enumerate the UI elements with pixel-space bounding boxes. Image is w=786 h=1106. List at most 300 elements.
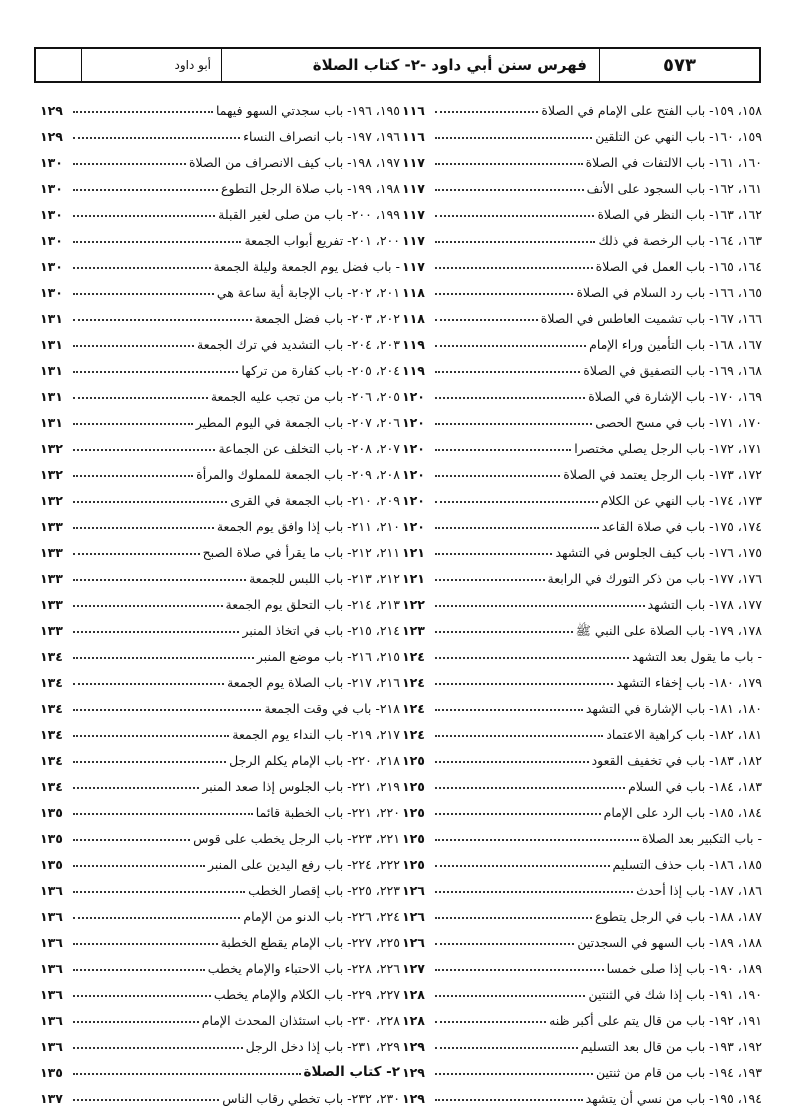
entry-page-number: ١٣٠ bbox=[40, 258, 63, 274]
entry-title: ٢٠٠، ٢٠١- تفريع أبواب الجمعة bbox=[244, 232, 400, 248]
entry-title: ١٩١، ١٩٢- باب من قال يتم على أكبر ظنه bbox=[549, 1012, 762, 1028]
index-entry bbox=[40, 872, 400, 898]
index-entry bbox=[402, 274, 762, 300]
entry-page-number: ١٣٣ bbox=[40, 622, 63, 638]
dot-leader bbox=[435, 813, 601, 815]
entry-title: ١٧٤، ١٧٥- باب في صلاة القاعد bbox=[601, 518, 762, 534]
index-entry bbox=[402, 118, 762, 144]
index-entry bbox=[402, 1054, 762, 1080]
dot-leader bbox=[435, 1099, 583, 1101]
entry-page-number: ١٢٠ bbox=[402, 492, 425, 508]
index-entry bbox=[402, 378, 762, 404]
index-entry bbox=[40, 612, 400, 638]
entry-page-number: ١٣٤ bbox=[40, 778, 63, 794]
entry-page-number: ١٢١ bbox=[402, 544, 425, 560]
entry-title: ٢١٩، ٢٢١- باب الجلوس إذا صعد المنبر bbox=[202, 778, 400, 794]
index-entry bbox=[40, 742, 400, 768]
dot-leader bbox=[435, 891, 633, 893]
entry-title: ١٩٨، ١٩٩- باب صلاة الرجل التطوع bbox=[220, 180, 400, 196]
entry-title: ٢٠٨، ٢٠٩- باب الجمعة للمملوك والمرأة bbox=[196, 466, 400, 482]
entry-page-number: ١٢٠ bbox=[402, 440, 425, 456]
index-entry bbox=[40, 430, 400, 456]
index-entry bbox=[402, 768, 762, 794]
dot-leader bbox=[435, 1021, 546, 1023]
dot-leader bbox=[435, 969, 604, 971]
index-entry bbox=[402, 794, 762, 820]
index-entry bbox=[402, 326, 762, 352]
entry-page-number: ١٣٦ bbox=[40, 960, 63, 976]
dot-leader bbox=[435, 761, 589, 763]
entry-page-number: ١٣٦ bbox=[40, 986, 63, 1002]
entry-page-number: ١٢٩ bbox=[402, 1064, 425, 1080]
dot-leader bbox=[435, 423, 592, 425]
entry-title: ٢٢٢، ٢٢٤- باب رفع اليدين على المنبر bbox=[208, 856, 400, 872]
dot-leader bbox=[435, 865, 610, 867]
entry-title: ٢١٧، ٢١٩- باب النداء يوم الجمعة bbox=[232, 726, 400, 742]
dot-leader bbox=[435, 293, 573, 295]
entry-page-number: ١١٧ bbox=[402, 206, 425, 222]
dot-leader bbox=[435, 917, 592, 919]
index-entry bbox=[402, 404, 762, 430]
entry-title: ١٦٣، ١٦٤- باب الرخصة في ذلك bbox=[598, 232, 762, 248]
index-entry bbox=[40, 456, 400, 482]
page-header bbox=[34, 47, 761, 83]
entry-page-number: ١٣٣ bbox=[40, 570, 63, 586]
dot-leader bbox=[73, 111, 213, 113]
entry-title: ١٨٢، ١٨٣- باب في تخفيف القعود bbox=[591, 752, 762, 768]
entry-title: ١٧٥، ١٧٦- باب كيف الجلوس في التشهد bbox=[555, 544, 762, 560]
entry-page-number: ١٢٦ bbox=[402, 882, 425, 898]
dot-leader bbox=[73, 189, 218, 191]
index-entry bbox=[40, 508, 400, 534]
index-column-right bbox=[402, 92, 762, 1106]
dot-leader bbox=[435, 553, 552, 555]
entry-title: ١٦٨، ١٦٩- باب التصفيق في الصلاة bbox=[583, 362, 762, 378]
dot-leader bbox=[73, 475, 193, 477]
entry-page-number: ١٢٦ bbox=[402, 908, 425, 924]
index-entry bbox=[402, 560, 762, 586]
entry-title: ٢٠٣، ٢٠٤- باب التشديد في ترك الجمعة bbox=[197, 336, 400, 352]
index-entry bbox=[40, 1028, 400, 1054]
dot-leader bbox=[73, 501, 227, 503]
index-entry bbox=[402, 820, 762, 846]
index-entry bbox=[40, 716, 400, 742]
entry-title: ١٧١، ١٧٢- باب الرجل يصلي مختصرا bbox=[574, 440, 762, 456]
entry-page-number: ١٣٦ bbox=[40, 1012, 63, 1028]
dot-leader bbox=[73, 241, 241, 243]
entry-title: ٢١٠، ٢١١- باب إذا وافق يوم الجمعة bbox=[216, 518, 400, 534]
header-book-name: أبو داود bbox=[81, 49, 221, 81]
index-entry bbox=[40, 352, 400, 378]
dot-leader bbox=[73, 865, 205, 867]
dot-leader bbox=[435, 735, 603, 737]
entry-title: ٢٢٠، ٢٢١- باب الخطبة قائما bbox=[255, 804, 400, 820]
index-entry bbox=[40, 664, 400, 690]
entry-page-number: ١٣٤ bbox=[40, 752, 63, 768]
entry-title: ٢٠١، ٢٠٢- باب الإجابة أية ساعة هي bbox=[216, 284, 400, 300]
entry-title: ٢١٨، ٢٢٠- باب الإمام يكلم الرجل bbox=[229, 752, 400, 768]
index-entry bbox=[402, 170, 762, 196]
entry-page-number: ١٢٥ bbox=[402, 856, 425, 872]
dot-leader bbox=[73, 605, 223, 607]
entry-page-number: ١١٩ bbox=[402, 336, 425, 352]
entry-page-number: ١٢٩ bbox=[402, 1038, 425, 1054]
entry-page-number: ١٣٤ bbox=[40, 700, 63, 716]
entry-title: ١٨٦، ١٨٧- باب إذا أحدث bbox=[636, 882, 762, 898]
index-entry bbox=[40, 1080, 400, 1106]
dot-leader bbox=[73, 527, 214, 529]
dot-leader bbox=[73, 995, 211, 997]
entry-title: ٢٢٦، ٢٢٨- باب الاحتباء والإمام يخطب bbox=[207, 960, 400, 976]
dot-leader bbox=[73, 1047, 243, 1049]
index-entry bbox=[40, 248, 400, 274]
index-entry bbox=[402, 586, 762, 612]
dot-leader bbox=[435, 631, 573, 633]
dot-leader bbox=[73, 423, 193, 425]
header-blank-cell bbox=[36, 49, 81, 81]
index-entry bbox=[40, 274, 400, 300]
index-entry bbox=[40, 820, 400, 846]
entry-title: ٢٢٧، ٢٢٩- باب الكلام والإمام يخطب bbox=[213, 986, 400, 1002]
entry-page-number: ١٣٢ bbox=[40, 492, 63, 508]
entry-title: ١٦٠، ١٦١- باب الالتفات في الصلاة bbox=[585, 154, 762, 170]
entry-title: ٢١٨- باب في وقت الجمعة bbox=[264, 700, 400, 716]
entry-title: ٢٢١، ٢٢٣- باب الرجل يخطب على قوس bbox=[193, 830, 400, 846]
entry-title: ٢٢٤، ٢٢٦- باب الدنو من الإمام bbox=[243, 908, 400, 924]
index-entry bbox=[402, 1080, 762, 1106]
index-entry bbox=[402, 976, 762, 1002]
entry-page-number: ١٣٣ bbox=[40, 544, 63, 560]
entry-page-number: ١٣٥ bbox=[40, 830, 63, 846]
entry-title: ١٨٧، ١٨٨- باب في الرجل يتطوع bbox=[595, 908, 762, 924]
entry-page-number: ١٣٥ bbox=[40, 804, 63, 820]
entry-page-number: ١٣٠ bbox=[40, 284, 63, 300]
dot-leader bbox=[73, 709, 261, 711]
entry-page-number: ١٣٤ bbox=[40, 648, 63, 664]
entry-page-number: ١٣١ bbox=[40, 336, 63, 352]
entry-page-number: ١٢١ bbox=[402, 570, 425, 586]
entry-page-number: ١٢٥ bbox=[402, 752, 425, 768]
dot-leader bbox=[73, 839, 190, 841]
entry-page-number: ١٢٤ bbox=[402, 700, 425, 716]
dot-leader bbox=[435, 657, 629, 659]
entry-page-number: ١٢٤ bbox=[402, 648, 425, 664]
index-entry bbox=[40, 976, 400, 1002]
entry-title: ٢١٢، ٢١٣- باب اللبس للجمعة bbox=[249, 570, 400, 586]
index-entry bbox=[40, 690, 400, 716]
index-entry bbox=[40, 170, 400, 196]
index-entry bbox=[402, 924, 762, 950]
entry-page-number: ١٣٠ bbox=[40, 232, 63, 248]
index-entry bbox=[402, 430, 762, 456]
dot-leader bbox=[435, 475, 560, 477]
dot-leader bbox=[73, 163, 186, 165]
index-entry bbox=[40, 404, 400, 430]
entry-page-number: ١٢٠ bbox=[402, 518, 425, 534]
entry-page-number: ١٣٠ bbox=[40, 206, 63, 222]
entry-page-number: ١٢٤ bbox=[402, 674, 425, 690]
index-entry bbox=[40, 326, 400, 352]
dot-leader bbox=[435, 501, 598, 503]
entry-page-number: ١٢٦ bbox=[402, 934, 425, 950]
entry-title: ١٩٤، ١٩٥- باب من نسي أن يتشهد bbox=[585, 1090, 762, 1106]
index-entry bbox=[402, 846, 762, 872]
dot-leader bbox=[435, 995, 585, 997]
dot-leader bbox=[435, 943, 574, 945]
entry-title: ١٩٦، ١٩٧- باب انصراف النساء bbox=[243, 128, 400, 144]
index-entry bbox=[40, 534, 400, 560]
entry-page-number: ١٣٥ bbox=[40, 856, 63, 872]
dot-leader bbox=[435, 787, 625, 789]
index-entry bbox=[402, 144, 762, 170]
header-title: فهرس سنن أبي داود -٢- كتاب الصلاة bbox=[221, 49, 599, 81]
entry-title: ١٨١، ١٨٢- باب كراهية الاعتماد bbox=[606, 726, 762, 742]
dot-leader bbox=[73, 787, 199, 789]
entry-title: ٢١١، ٢١٢- باب ما يقرأ في صلاة الصبح bbox=[202, 544, 400, 560]
entry-title: ٢٠٩، ٢١٠- باب الجمعة في القرى bbox=[230, 492, 400, 508]
index-entry bbox=[402, 690, 762, 716]
entry-title: ١٦١، ١٦٢- باب السجود على الأنف bbox=[586, 180, 762, 196]
dot-leader bbox=[73, 579, 246, 581]
index-entry bbox=[402, 950, 762, 976]
entry-title: ١٨٣، ١٨٤- باب في السلام bbox=[628, 778, 762, 794]
entry-title: ٢٠٤، ٢٠٥- باب كفارة من تركها bbox=[241, 362, 400, 378]
entry-title: ٢١٤، ٢١٥- باب في اتخاذ المنبر bbox=[242, 622, 400, 638]
entry-page-number: ١٢٥ bbox=[402, 778, 425, 794]
dot-leader bbox=[73, 813, 253, 815]
dot-leader bbox=[435, 683, 613, 685]
dot-leader bbox=[73, 371, 238, 373]
index-entry bbox=[40, 586, 400, 612]
entry-page-number: ١١٧ bbox=[402, 258, 425, 274]
dot-leader bbox=[435, 371, 580, 373]
dot-leader bbox=[435, 241, 595, 243]
entry-title: ٢١٣، ٢١٤- باب التحلق يوم الجمعة bbox=[225, 596, 400, 612]
index-entry bbox=[402, 482, 762, 508]
index-entry bbox=[402, 898, 762, 924]
entry-page-number: ١٢٤ bbox=[402, 726, 425, 742]
entry-page-number: ١٢٩ bbox=[402, 1090, 425, 1106]
dot-leader bbox=[73, 293, 214, 295]
entry-page-number: ١٣٠ bbox=[40, 180, 63, 196]
dot-leader bbox=[435, 345, 586, 347]
entry-title: ٢٢٣، ٢٢٥- باب إقصار الخطب bbox=[248, 882, 400, 898]
index-entry bbox=[40, 196, 400, 222]
index-entry bbox=[402, 716, 762, 742]
entry-page-number: ١٢٩ bbox=[40, 102, 63, 118]
entry-page-number: ١٣٠ bbox=[40, 154, 63, 170]
entry-page-number: ١٣٣ bbox=[40, 596, 63, 612]
entry-title: ٢٣٠، ٢٣٢- باب تخطي رقاب الناس bbox=[222, 1090, 400, 1106]
entry-page-number: ١٣١ bbox=[40, 414, 63, 430]
entry-title: ١٨٠، ١٨١- باب الإشارة في التشهد bbox=[585, 700, 762, 716]
index-entry bbox=[40, 768, 400, 794]
index-entry bbox=[402, 508, 762, 534]
index-entry bbox=[402, 222, 762, 248]
dot-leader bbox=[435, 1047, 578, 1049]
entry-page-number: ١١٩ bbox=[402, 362, 425, 378]
entry-title: - باب التكبير بعد الصلاة bbox=[641, 830, 762, 846]
dot-leader bbox=[435, 709, 583, 711]
entry-title: - باب ما يقول بعد التشهد bbox=[632, 648, 762, 664]
index-entry bbox=[40, 300, 400, 326]
index-entry bbox=[40, 378, 400, 404]
entry-page-number: ١١٧ bbox=[402, 180, 425, 196]
index-entry bbox=[40, 144, 400, 170]
entry-title: ١٩٢، ١٩٣- باب من قال بعد التسليم bbox=[580, 1038, 762, 1054]
entry-page-number: ١١٦ bbox=[402, 128, 425, 144]
index-entry bbox=[40, 1002, 400, 1028]
entry-page-number: ١٣٧ bbox=[40, 1090, 63, 1106]
entry-page-number: ١٢٠ bbox=[402, 414, 425, 430]
dot-leader bbox=[73, 215, 215, 217]
entry-page-number: ١٣٦ bbox=[40, 934, 63, 950]
entry-title: ١٧٣، ١٧٤- باب النهي عن الكلام bbox=[600, 492, 762, 508]
dot-leader bbox=[435, 111, 538, 113]
index-entry bbox=[402, 456, 762, 482]
entry-page-number: ١٣١ bbox=[40, 388, 63, 404]
entry-title: ١٧٢، ١٧٣- باب الرجل يعتمد في الصلاة bbox=[563, 466, 762, 482]
index-column-left bbox=[40, 92, 400, 1106]
dot-leader bbox=[73, 1099, 219, 1101]
index-entry bbox=[402, 612, 762, 638]
entry-title: ١٥٩، ١٦٠- باب النهي عن التلقين bbox=[595, 128, 762, 144]
entry-title: ١٥٨، ١٥٩- باب الفتح على الإمام في الصلاة bbox=[541, 102, 762, 118]
dot-leader bbox=[435, 449, 571, 451]
entry-page-number: ١٣٦ bbox=[40, 882, 63, 898]
entry-title: ٢٠٦، ٢٠٧- باب الجمعة في اليوم المطير bbox=[195, 414, 400, 430]
index-entry bbox=[40, 898, 400, 924]
entry-page-number: ١١٨ bbox=[402, 310, 425, 326]
dot-leader bbox=[73, 683, 224, 685]
entry-page-number: ١٢٢ bbox=[402, 596, 425, 612]
entry-page-number: ١٢٠ bbox=[402, 388, 425, 404]
dot-leader bbox=[73, 137, 240, 139]
entry-title: ١٧٩، ١٨٠- باب إخفاء التشهد bbox=[616, 674, 762, 690]
chapter-entry bbox=[40, 1054, 400, 1080]
index-entry bbox=[402, 1028, 762, 1054]
index-entry bbox=[402, 92, 762, 118]
index-entry bbox=[40, 794, 400, 820]
entry-title: ١٩٠، ١٩١- باب إذا شك في الثنتين bbox=[588, 986, 762, 1002]
entry-title: ١٨٤، ١٨٥- باب الرد على الإمام bbox=[603, 804, 762, 820]
entry-page-number: ١٢٠ bbox=[402, 466, 425, 482]
entry-title: ١٦٥، ١٦٦- باب رد السلام في الصلاة bbox=[576, 284, 762, 300]
entry-title: ١٩٥، ١٩٦- باب سجدتي السهو فيهما bbox=[216, 102, 400, 118]
entry-title: ١٨٨، ١٨٩- باب السهو في السجدتين bbox=[577, 934, 762, 950]
entry-page-number: ١٢٩ bbox=[40, 128, 63, 144]
index-entry bbox=[402, 872, 762, 898]
entry-title: ١٦٢، ١٦٣- باب النظر في الصلاة bbox=[597, 206, 762, 222]
entry-title: ١٦٦، ١٦٧- باب تشميت العاطس في الصلاة bbox=[540, 310, 762, 326]
entry-page-number: ١٣٤ bbox=[40, 674, 63, 690]
dot-leader bbox=[435, 397, 585, 399]
dot-leader bbox=[73, 1073, 301, 1075]
index-entry bbox=[402, 742, 762, 768]
entry-title: ١٦٩، ١٧٠- باب الإشارة في الصلاة bbox=[588, 388, 762, 404]
index-entry bbox=[402, 1002, 762, 1028]
dot-leader bbox=[73, 553, 200, 555]
index-entry bbox=[40, 638, 400, 664]
entry-title: ١٩٧، ١٩٨- باب كيف الانصراف من الصلاة bbox=[188, 154, 400, 170]
index-entry bbox=[402, 196, 762, 222]
page-number: ٥٧٣ bbox=[599, 49, 759, 81]
entry-title: ٢٠٥، ٢٠٦- باب من تجب عليه الجمعة bbox=[210, 388, 400, 404]
dot-leader bbox=[73, 917, 240, 919]
entry-title: ٢٠٢، ٢٠٣- باب فضل الجمعة bbox=[254, 310, 400, 326]
index-entry bbox=[40, 482, 400, 508]
index-entry bbox=[402, 352, 762, 378]
dot-leader bbox=[435, 605, 645, 607]
dot-leader bbox=[73, 657, 254, 659]
dot-leader bbox=[435, 267, 593, 269]
index-entry bbox=[402, 248, 762, 274]
entry-title: - باب فضل يوم الجمعة وليلة الجمعة bbox=[213, 258, 400, 274]
entry-page-number: ١٣١ bbox=[40, 362, 63, 378]
entry-page-number: ١١٨ bbox=[402, 284, 425, 300]
entry-title: ١٩٣، ١٩٤- باب من قام من ثنتين bbox=[595, 1064, 762, 1080]
entry-page-number: ١٣٦ bbox=[40, 1038, 63, 1054]
entry-page-number: ١١٦ bbox=[402, 102, 425, 118]
index-entry bbox=[40, 924, 400, 950]
entry-page-number: ١١٧ bbox=[402, 154, 425, 170]
entry-page-number: ١٣٣ bbox=[40, 518, 63, 534]
entry-page-number: ١٢٥ bbox=[402, 830, 425, 846]
dot-leader bbox=[73, 891, 245, 893]
entry-page-number: ١٣٢ bbox=[40, 466, 63, 482]
entry-title: ١٧٧، ١٧٨- باب التشهد bbox=[647, 596, 762, 612]
entry-title: ٢٢٨، ٢٣٠- باب استئذان المحدث الإمام bbox=[201, 1012, 400, 1028]
entry-title: ١٧٠، ١٧١- باب في مسح الحصى bbox=[595, 414, 762, 430]
dot-leader bbox=[73, 761, 226, 763]
dot-leader bbox=[73, 319, 252, 321]
index-entry bbox=[40, 846, 400, 872]
entry-page-number: ١٣٢ bbox=[40, 440, 63, 456]
entry-title: ٢٠٧، ٢٠٨- باب التخلف عن الجماعة bbox=[218, 440, 400, 456]
entry-page-number: ١٢٥ bbox=[402, 804, 425, 820]
entry-title: ١٧٦، ١٧٧- باب من ذكر التورك في الرابعة bbox=[547, 570, 762, 586]
dot-leader bbox=[73, 969, 205, 971]
entry-page-number: ١١٧ bbox=[402, 232, 425, 248]
dot-leader bbox=[73, 943, 218, 945]
dot-leader bbox=[435, 1073, 593, 1075]
index-entry bbox=[40, 118, 400, 144]
dot-leader bbox=[435, 579, 545, 581]
entry-page-number: ١٢٨ bbox=[402, 1012, 425, 1028]
entry-title: ١٩٩، ٢٠٠- باب من صلى لغير القبلة bbox=[218, 206, 400, 222]
entry-page-number: ١٣٤ bbox=[40, 726, 63, 742]
entry-page-number: ١٣٥ bbox=[40, 1064, 63, 1080]
dot-leader bbox=[435, 189, 584, 191]
index-entry bbox=[40, 950, 400, 976]
entry-title: ١٦٤، ١٦٥- باب العمل في الصلاة bbox=[595, 258, 762, 274]
index-entry bbox=[40, 560, 400, 586]
index-entry bbox=[40, 92, 400, 118]
dot-leader bbox=[435, 527, 599, 529]
entry-page-number: ١٣١ bbox=[40, 310, 63, 326]
dot-leader bbox=[73, 735, 229, 737]
entry-title: ١٧٨، ١٧٩- باب الصلاة على النبي ﷺ bbox=[575, 622, 762, 638]
entry-title: ٢١٥، ٢١٦- باب موضع المنبر bbox=[256, 648, 400, 664]
dot-leader bbox=[435, 839, 639, 841]
entry-page-number: ١٣٦ bbox=[40, 908, 63, 924]
entry-page-number: ١٢٨ bbox=[402, 986, 425, 1002]
dot-leader bbox=[73, 267, 211, 269]
entry-title: ٢١٦، ٢١٧- باب الصلاة يوم الجمعة bbox=[227, 674, 400, 690]
dot-leader bbox=[435, 137, 592, 139]
dot-leader bbox=[73, 631, 239, 633]
index-entry bbox=[402, 638, 762, 664]
